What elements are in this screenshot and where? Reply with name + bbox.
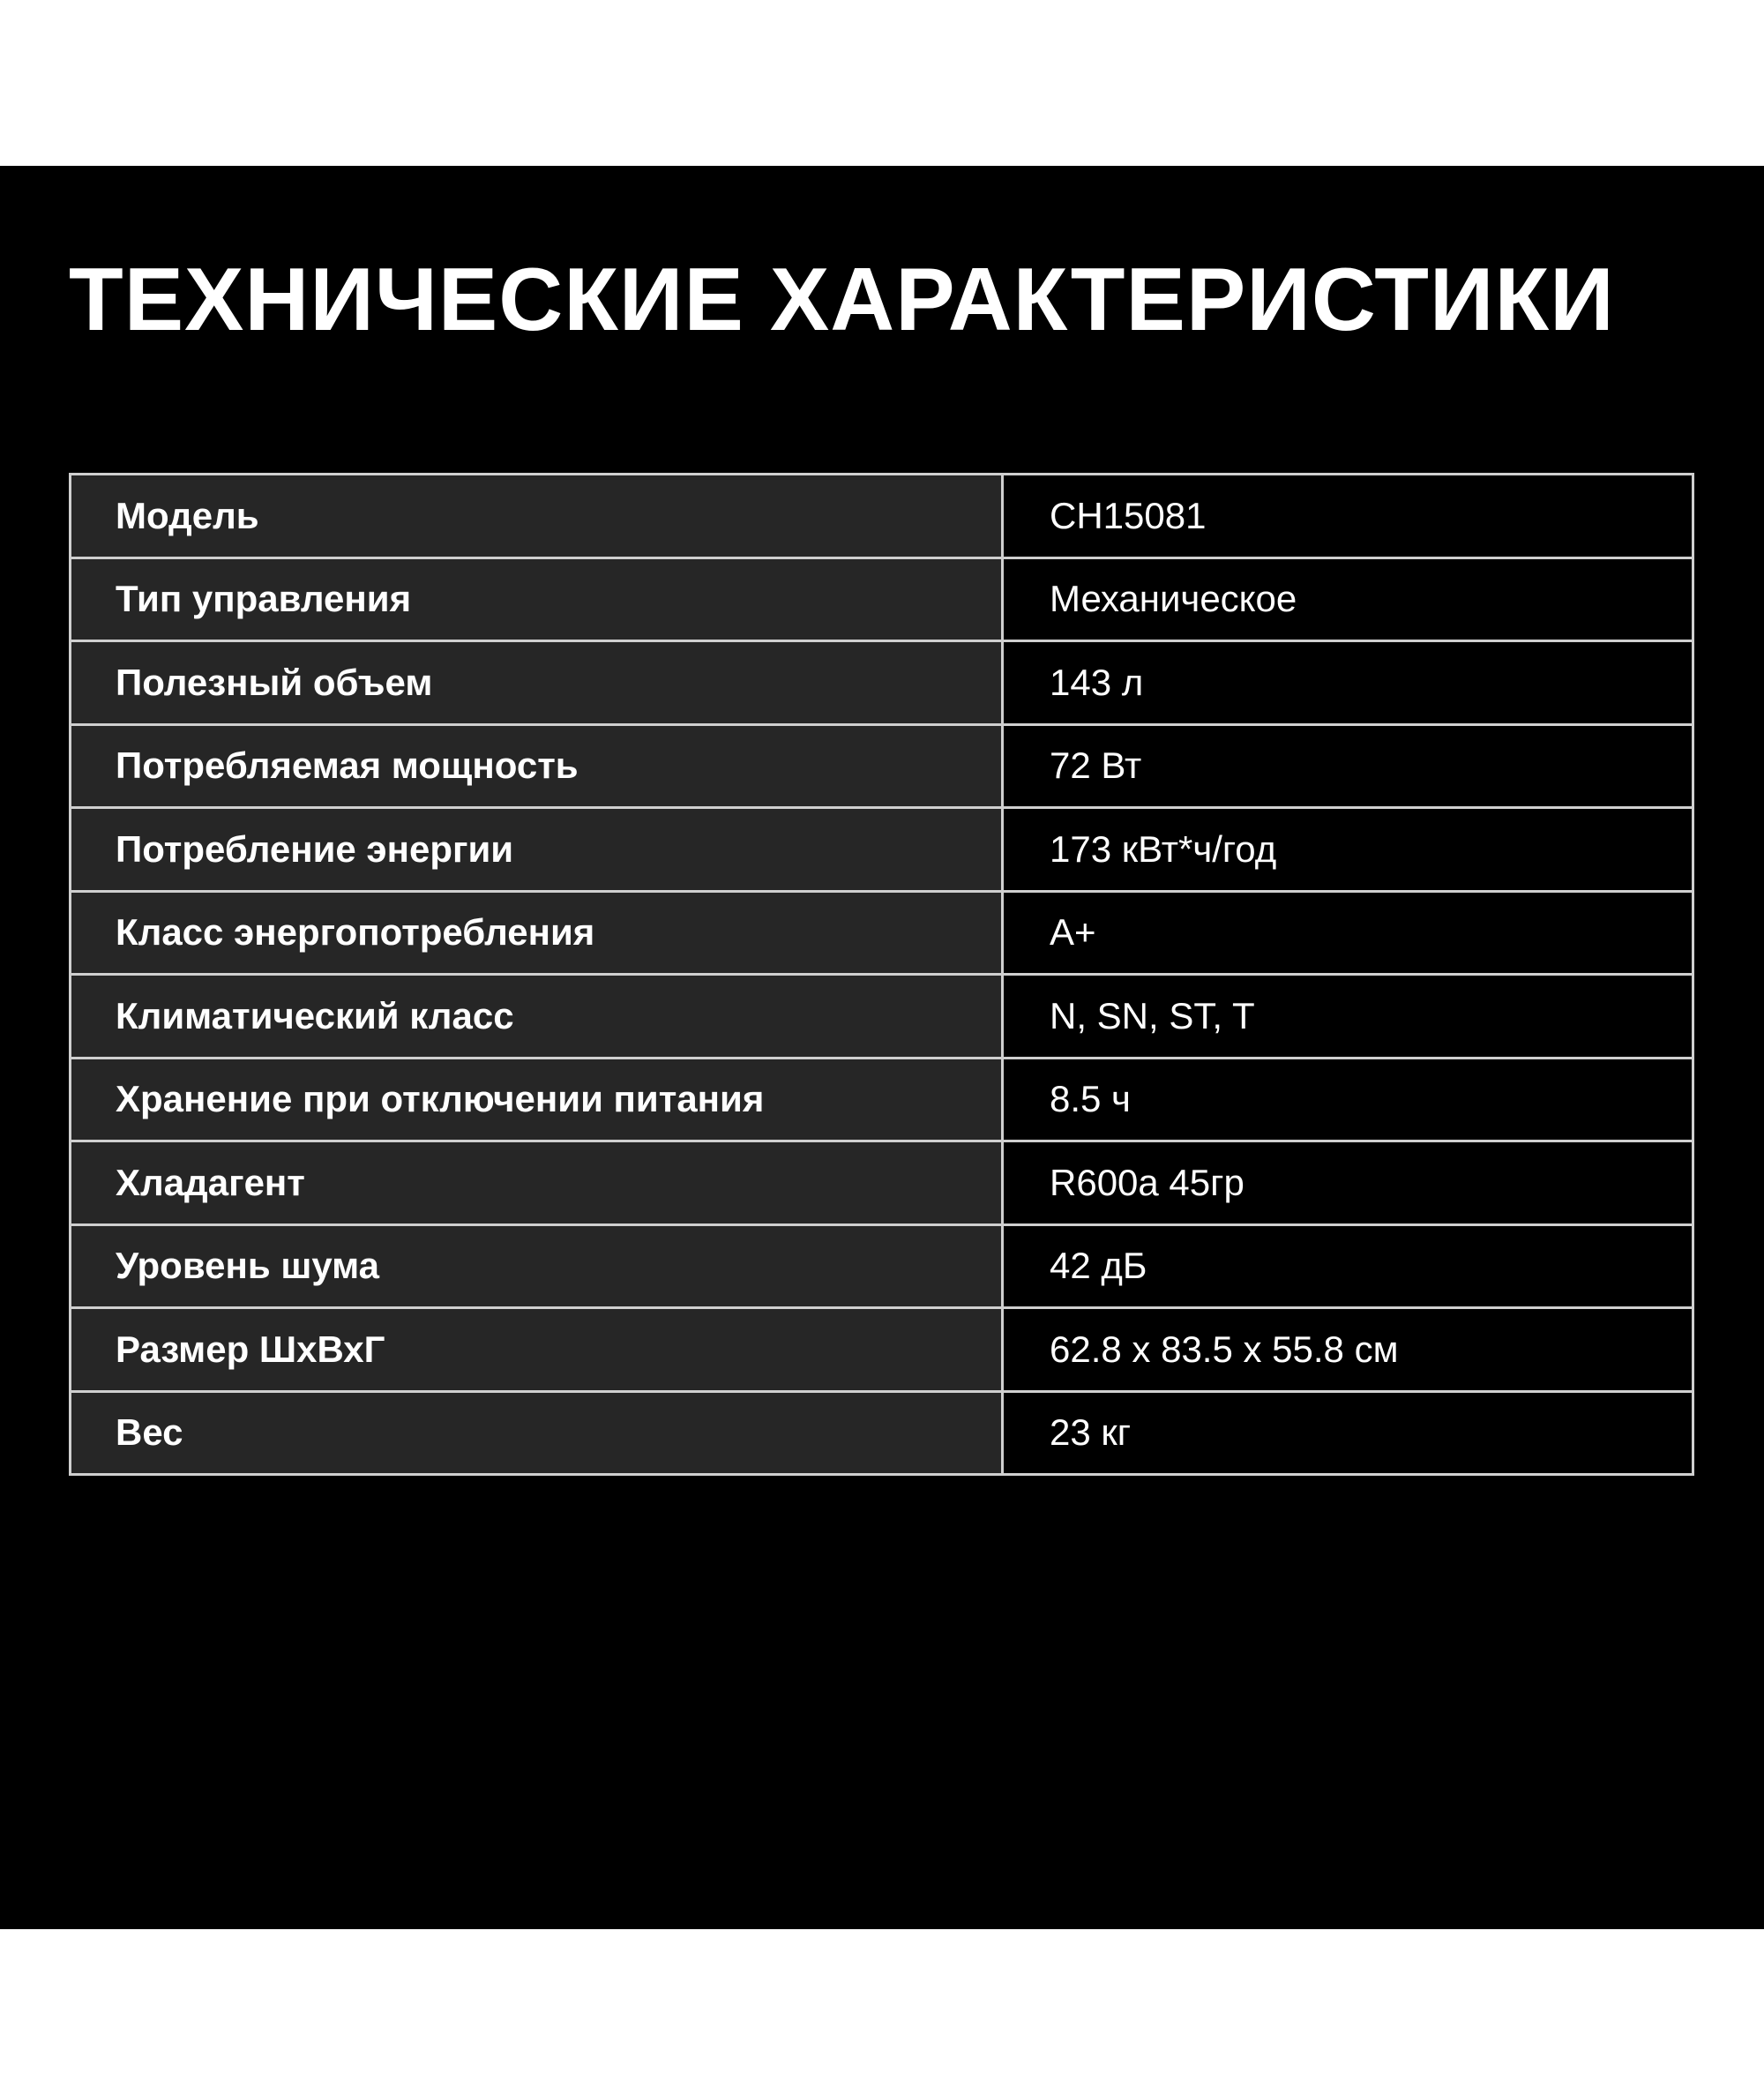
spec-value: CH15081 — [1003, 475, 1693, 558]
spec-label: Потребление энергии — [71, 808, 1003, 892]
spec-label: Уровень шума — [71, 1224, 1003, 1308]
table-row — [71, 641, 1693, 725]
spec-value: 23 кг — [1003, 1391, 1693, 1475]
spec-label: Хранение при отключении питания — [71, 1058, 1003, 1141]
table-row — [71, 891, 1693, 975]
table-row — [71, 1391, 1693, 1475]
spec-label: Класс энергопотребления — [71, 891, 1003, 975]
spec-value: N, SN, ST, T — [1003, 975, 1693, 1059]
spec-value: R600a 45гр — [1003, 1141, 1693, 1225]
spec-value: A+ — [1003, 891, 1693, 975]
spec-label: Потребляемая мощность — [71, 724, 1003, 808]
spec-label: Полезный объем — [71, 641, 1003, 725]
spec-label: Хладагент — [71, 1141, 1003, 1225]
table-row — [71, 475, 1693, 558]
spec-value: Механическое — [1003, 557, 1693, 641]
spec-label: Климатический класс — [71, 975, 1003, 1059]
spec-label: Размер ШхВхГ — [71, 1308, 1003, 1392]
table-row — [71, 1141, 1693, 1225]
spec-label: Тип управления — [71, 557, 1003, 641]
spec-value: 62.8 x 83.5 x 55.8 см — [1003, 1308, 1693, 1392]
specs-table — [69, 473, 1694, 1476]
table-row — [71, 808, 1693, 892]
page-title: ТЕХНИЧЕСКИЕ ХАРАКТЕРИСТИКИ — [69, 251, 1615, 349]
table-row — [71, 975, 1693, 1059]
table-row — [71, 1224, 1693, 1308]
spec-value: 42 дБ — [1003, 1224, 1693, 1308]
table-row — [71, 557, 1693, 641]
table-row — [71, 1308, 1693, 1392]
spec-value: 8.5 ч — [1003, 1058, 1693, 1141]
table-row — [71, 724, 1693, 808]
spec-value: 72 Вт — [1003, 724, 1693, 808]
spec-label: Модель — [71, 475, 1003, 558]
spec-value: 143 л — [1003, 641, 1693, 725]
spec-label: Вес — [71, 1391, 1003, 1475]
table-row — [71, 1058, 1693, 1141]
spec-value: 173 кВт*ч/год — [1003, 808, 1693, 892]
